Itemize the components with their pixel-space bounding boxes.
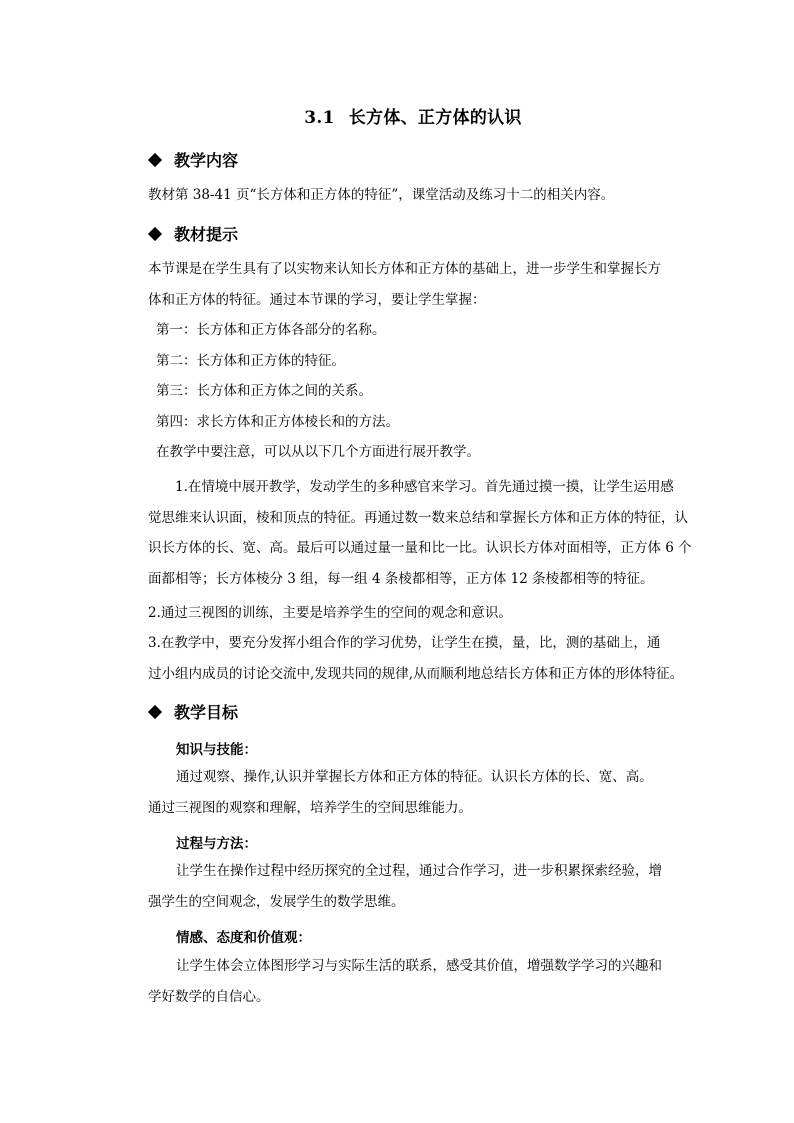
paragraph-line: 觉思维来认识面，棱和顶点的特征。再通过数一数来总结和掌握长方体和正方体的特征，认 <box>148 509 688 526</box>
point-item: 在教学中要注意，可以从以下几个方面进行展开教学。 <box>156 444 480 460</box>
subheading-process-method: 过程与方法： <box>176 836 257 852</box>
paragraph-line: 学好数学的自信心。 <box>148 988 270 1005</box>
paragraph-line: 3.在教学中，要充分发挥小组合作的学习优势，让学生在摸，量，比，测的基础上，通 <box>148 635 661 651</box>
point-item: 第二：长方体和正方体的特征。 <box>156 352 345 369</box>
textbook-tips-item-1 <box>148 472 692 594</box>
paragraph-line: 体和正方体的特征。通过本节课的学习，要让学生掌握： <box>148 291 486 308</box>
emotion-values-paragraph <box>148 951 678 1012</box>
document-title <box>148 103 678 128</box>
teaching-content-paragraph <box>148 180 678 211</box>
section-heading-textbook-tips <box>148 222 238 245</box>
paragraph-line: 让学生体会立体图形学习与实际生活的联系，感受其价值，增强数学学习的兴趣和 <box>176 958 662 974</box>
diamond-bullet-icon <box>148 226 162 240</box>
heading-text: 教学目标 <box>174 703 239 722</box>
section-heading-teaching-goals <box>148 700 238 723</box>
subheading-emotion-values: 情感、态度和价值观： <box>176 930 311 946</box>
title-number: 3.1 <box>304 108 335 128</box>
textbook-tips-points <box>156 315 686 468</box>
point-item: 第三：长方体和正方体之间的关系。 <box>156 383 372 399</box>
point-item: 第四：求长方体和正方体棱长和的方法。 <box>156 413 399 430</box>
diamond-bullet-icon <box>148 152 162 166</box>
process-method-paragraph <box>148 856 678 917</box>
paragraph-line: 本节课是在学生具有了以实物来认知长方体和正方体的基础上，进一步学生和掌握长方 <box>148 261 661 277</box>
paragraph-line: 识长方体的长、宽、高。最后可以通过量一量和比一比。认识长方体对面相等，正方体 6 个 <box>148 540 692 556</box>
title-text: 长方体、正方体的认识 <box>348 108 522 128</box>
paragraph-line: 过小组内成员的讨论交流中,发现共同的规律,从而顺利地总结长方体和正方体的形体特征。 <box>148 665 684 682</box>
paragraph-line: 通过观察、操作,认识并掌握长方体和正方体的特征。认识长方体的长、宽、高。 <box>176 769 653 785</box>
heading-text: 教材提示 <box>174 225 239 244</box>
paragraph-line: 面都相等；长方体棱分 3 组，每一组 4 条棱都相等，正方体 12 条棱都相等的特征。 <box>148 570 654 587</box>
paragraph-line: 强学生的空间观念，发展学生的数学思维。 <box>148 893 405 910</box>
textbook-tips-item-2 <box>148 598 678 629</box>
paragraph-line: 教材第 38-41 页“长方体和正方体的特征”，课堂活动及练习十二的相关内容。 <box>148 187 615 203</box>
diamond-bullet-icon <box>148 704 162 718</box>
paragraph-line: 2.通过三视图的训练，主要是培养学生的空间的观念和意识。 <box>148 605 512 621</box>
section-heading-teaching-content <box>148 148 238 171</box>
paragraph-line: 让学生在操作过程中经历探究的全过程，通过合作学习，进一步积累探索经验，增 <box>176 863 662 879</box>
paragraph-line: 通过三视图的观察和理解，培养学生的空间思维能力。 <box>148 799 472 816</box>
textbook-tips-intro <box>148 254 678 315</box>
textbook-tips-item-3 <box>148 628 684 689</box>
heading-text: 教学内容 <box>174 151 239 170</box>
paragraph-line: 1.在情境中展开教学，发动学生的多种感官来学习。首先通过摸一摸，让学生运用感 <box>175 479 674 495</box>
point-item: 第一：长方体和正方体各部分的名称。 <box>156 322 386 338</box>
subheading-knowledge-skills: 知识与技能： <box>176 742 257 758</box>
knowledge-skills-paragraph <box>148 762 678 823</box>
